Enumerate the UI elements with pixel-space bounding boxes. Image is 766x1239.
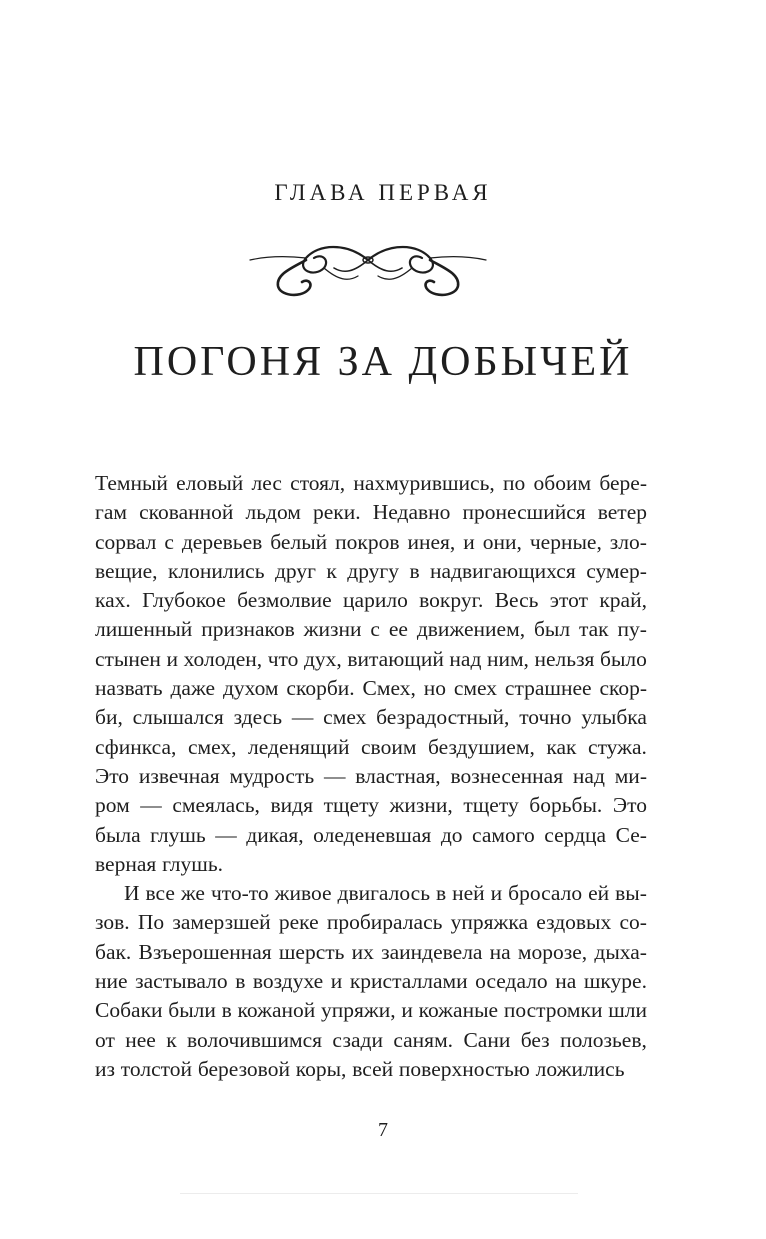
chapter-title: ПОГОНЯ ЗА ДОБЫЧЕЙ	[133, 339, 633, 385]
text-line: Собаки были в кожаной упряжи, и кожаные постромки шли	[95, 998, 647, 1023]
chapter-label: ГЛАВА ПЕРВАЯ	[274, 180, 492, 205]
text-line: назвать даже духом скорби. Смех, но смех страшнее скор-	[95, 676, 647, 701]
flourish-divider-icon	[248, 238, 488, 300]
paragraph	[95, 879, 647, 1084]
chapter-body-text	[95, 469, 647, 1084]
text-line: Это извечная мудрость — властная, вознесенная над ми-	[95, 763, 647, 788]
text-line: сорвал с деревьев белый покров инея, и они, черные, зло-	[95, 529, 647, 554]
text-line: стынен и холоден, что дух, витающий над ним, нельзя было	[95, 646, 647, 671]
paragraph	[95, 469, 647, 879]
text-line: верная глушь.	[95, 851, 224, 876]
text-line: гам скованной льдом реки. Недавно пронесшийся ветер	[95, 500, 647, 525]
text-line: лишенный признаков жизни с ее движением, был так пу-	[95, 617, 647, 642]
text-line: ние застывало в воздухе и кристаллами оседало на шкуре.	[95, 969, 647, 994]
footer-rule	[180, 1193, 578, 1194]
page-number: 7	[378, 1119, 388, 1141]
text-line: Темный еловый лес стоял, нахмурившись, по обоим бере-	[95, 471, 647, 495]
text-line: вещие, клонились друг к другу в надвигающихся сумер-	[95, 558, 647, 583]
text-line: би, слышался здесь — смех безрадостный, точно улыбка	[95, 705, 647, 730]
text-line: из толстой березовой коры, всей поверхностью ложились	[95, 1056, 625, 1081]
text-line: бак. Взъерошенная шерсть их заиндевела на морозе, дыха-	[95, 939, 647, 964]
text-line: ром — смеялась, видя тщету жизни, тщету борьбы. Это	[95, 793, 647, 818]
text-line: была глушь — дикая, оледеневшая до самого сердца Се-	[95, 822, 647, 847]
text-line: сфинкса, смех, леденящий своим бездушием, как стужа.	[95, 734, 647, 759]
text-line: ках. Глубокое безмолвие царило вокруг. Весь этот край,	[95, 588, 647, 613]
text-line: зов. По замерзшей реке пробиралась упряжка ездовых со-	[95, 910, 647, 935]
text-line: И все же что-то живое двигалось в ней и бросало ей вы-	[124, 881, 647, 906]
text-line: от нее к волочившимся сзади саням. Сани без полозьев,	[95, 1027, 647, 1052]
